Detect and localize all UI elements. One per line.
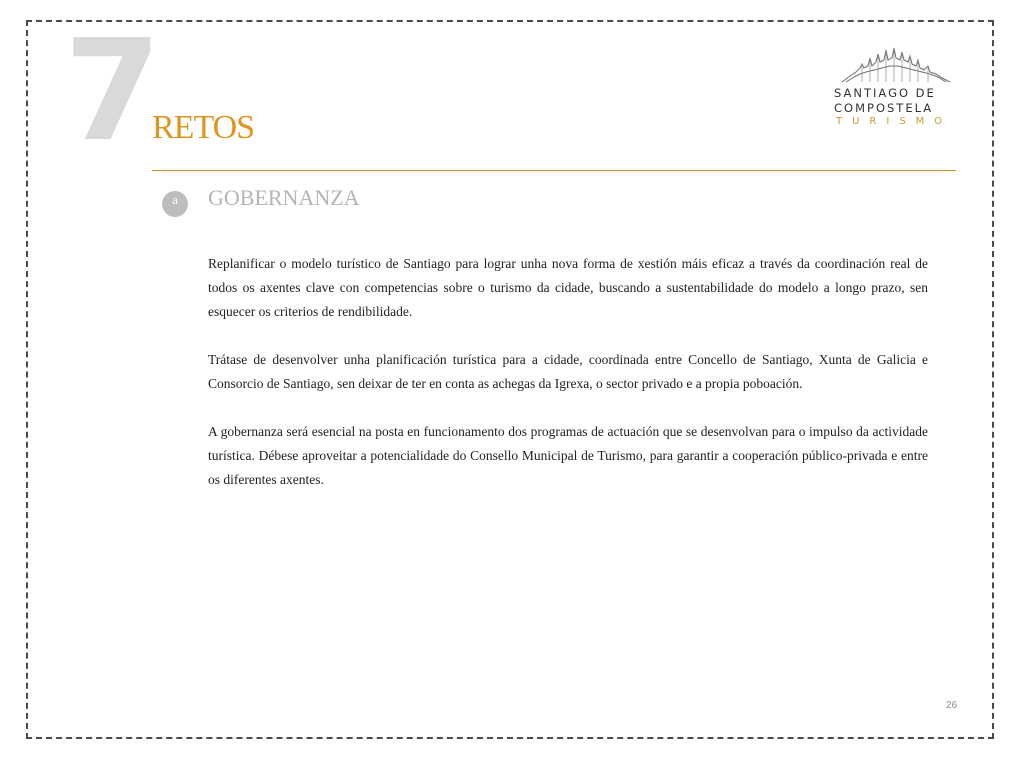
- chapter-title: RETOS: [152, 109, 255, 146]
- logo-text-turismo: TURISMO: [836, 116, 953, 127]
- section-body: [208, 252, 928, 516]
- paragraph: Trátase de desenvolver unha planificación turística para a cidade, coordinada entre Concello de Santiago, Xunta de Galicia e Consorcio de Santiago, sen deixar de ter en conta as achegas da Igrexa, o sector privado e a propia poboación.: [208, 352, 928, 391]
- paragraph: Replanificar o modelo turístico de Santiago para lograr unha nova forma de xestión máis eficaz a través da coordinación real de todos os axentes clave con competencias sobre o turismo da cidade, buscando a sustentabilidade do modelo a longo prazo, sen esquecer os criterios de rendibilidade.: [208, 256, 928, 319]
- logo-text-compostela: COMPOSTELA: [834, 101, 934, 115]
- paragraph: A gobernanza será esencial na posta en funcionamento dos programas de actuación que se desenvolvan para o impulso da actividade turística. Débese aproveitar a potencialidade do Consello Municipal de Turismo, para garantir a cooperación público-privada e entre os diferentes axentes.: [208, 424, 928, 487]
- santiago-turismo-logo: [834, 46, 958, 126]
- cathedral-skyline-icon: [840, 46, 952, 84]
- logo-text-santiago: SANTIAGO DE: [834, 86, 936, 100]
- chapter-number: 7: [64, 10, 158, 173]
- section-bullet: a: [162, 191, 188, 217]
- section-title: GOBERNANZA: [208, 185, 360, 210]
- title-divider: [152, 170, 956, 171]
- page-number: 26: [946, 700, 958, 711]
